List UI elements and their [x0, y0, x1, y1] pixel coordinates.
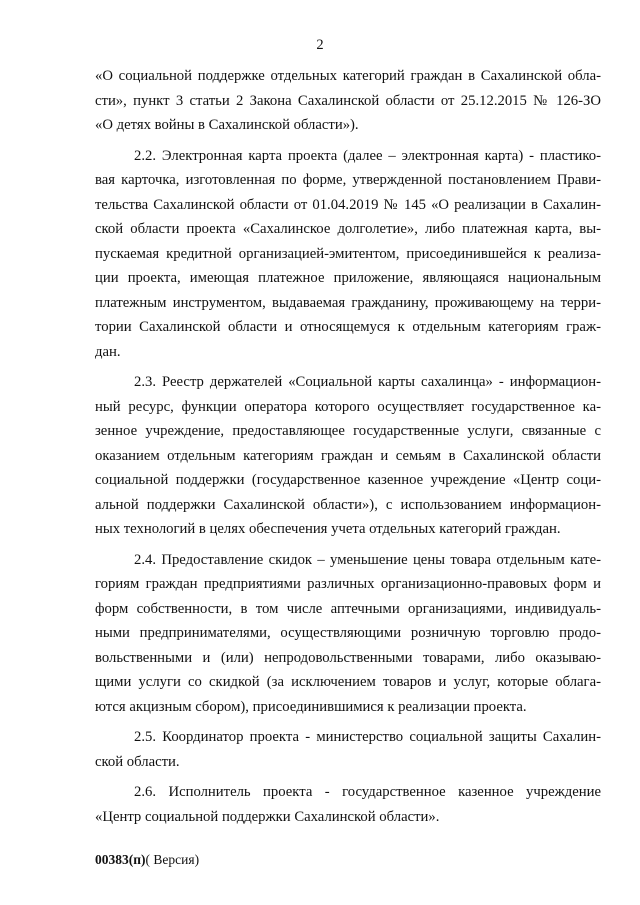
text-line: вая карточка, изготовленная по форме, утвержденной постановлением Прави-: [95, 172, 601, 188]
paragraph-section-2-3: [95, 370, 601, 542]
text-line: «Центр социальной поддержки Сахалинской области».: [95, 808, 440, 825]
text-line: ный ресурс, функции оператора которого осуществляет государственное ка-: [95, 398, 601, 415]
text-line: ской области.: [95, 753, 180, 770]
text-line: «О детях войны в Сахалинской области»).: [95, 117, 359, 133]
text-line: 2.5. Координатор проекта - министерство социальной защиты Сахалин-: [134, 729, 601, 745]
document-code: 00383(п): [95, 852, 146, 867]
text-line: 2.2. Электронная карта проекта (далее – электронная карта) - пластико-: [134, 147, 601, 164]
paragraph-section-2-5: [95, 725, 601, 774]
document-body: [95, 64, 601, 829]
document-footer: [95, 851, 199, 869]
text-line: сти», пункт 3 статьи 2 Закона Сахалинской области от 25.12.2015 № 126-ЗО: [95, 92, 601, 109]
text-line: «О социальной поддержке отдельных категорий граждан в Сахалинской обла-: [95, 68, 601, 84]
text-line: ются акцизным сбором), присоединившимися к реализации проекта.: [95, 698, 527, 715]
text-line: ции проекта, имеющая платежное приложение, являющаяся национальным: [95, 270, 601, 286]
text-line: дан.: [95, 343, 121, 360]
text-line: гориям граждан предприятиями различных организационно-правовых форм и: [95, 576, 601, 592]
text-line: вольственными и (или) непродовольственными товарами, либо оказываю-: [95, 649, 601, 666]
text-line: щими услуги со скидкой (за исключением товаров и услуг, которые облага-: [95, 674, 601, 690]
page-number: 2: [316, 37, 324, 53]
text-line: 2.3. Реестр держателей «Социальной карты сахалинца» - информацион-: [134, 374, 601, 390]
text-line: ской области проекта «Сахалинское долголетие», либо платежная карта, вы-: [95, 221, 601, 237]
text-line: ных технологий в целях обеспечения учета отдельных категорий граждан.: [95, 521, 561, 537]
text-line: зенное учреждение, предоставляющее государственные услуги, связанные с: [95, 423, 601, 439]
paragraph-section-2-2: [95, 144, 601, 365]
paragraph-section-2-4: [95, 548, 601, 720]
text-line: форм собственности, в том числе аптечными организациями, индивидуаль-: [95, 600, 601, 617]
text-line: оказанием отдельным категориям граждан и семьям в Сахалинской области: [95, 447, 601, 464]
text-line: 2.6. Исполнитель проекта - государственное казенное учреждение: [134, 784, 601, 800]
text-line: тельства Сахалинской области от 01.04.2019 № 145 «О реализации в Сахалин-: [95, 196, 601, 213]
text-line: ными предпринимателями, осуществляющими розничную торговлю продо-: [95, 625, 601, 641]
text-line: 2.4. Предоставление скидок – уменьшение цены товара отдельным кате-: [134, 551, 601, 568]
text-line: тории Сахалинской области и относящемуся к отдельным категориям граж-: [95, 319, 601, 335]
paragraph-section-2-6: [95, 780, 601, 829]
paragraph-intro-continuation: [95, 64, 601, 138]
text-line: альной поддержки Сахалинской области»), с использованием информацион-: [95, 496, 601, 513]
version-label: ( Версия): [145, 852, 200, 867]
text-line: социальной поддержки (государственное казенное учреждение «Центр соци-: [95, 472, 601, 488]
text-line: платежным инструментом, выдаваемая гражданину, проживающему на терри-: [95, 294, 601, 311]
text-line: пускаемая кредитной организацией-эмитентом, присоединившейся к реализа-: [95, 245, 601, 262]
